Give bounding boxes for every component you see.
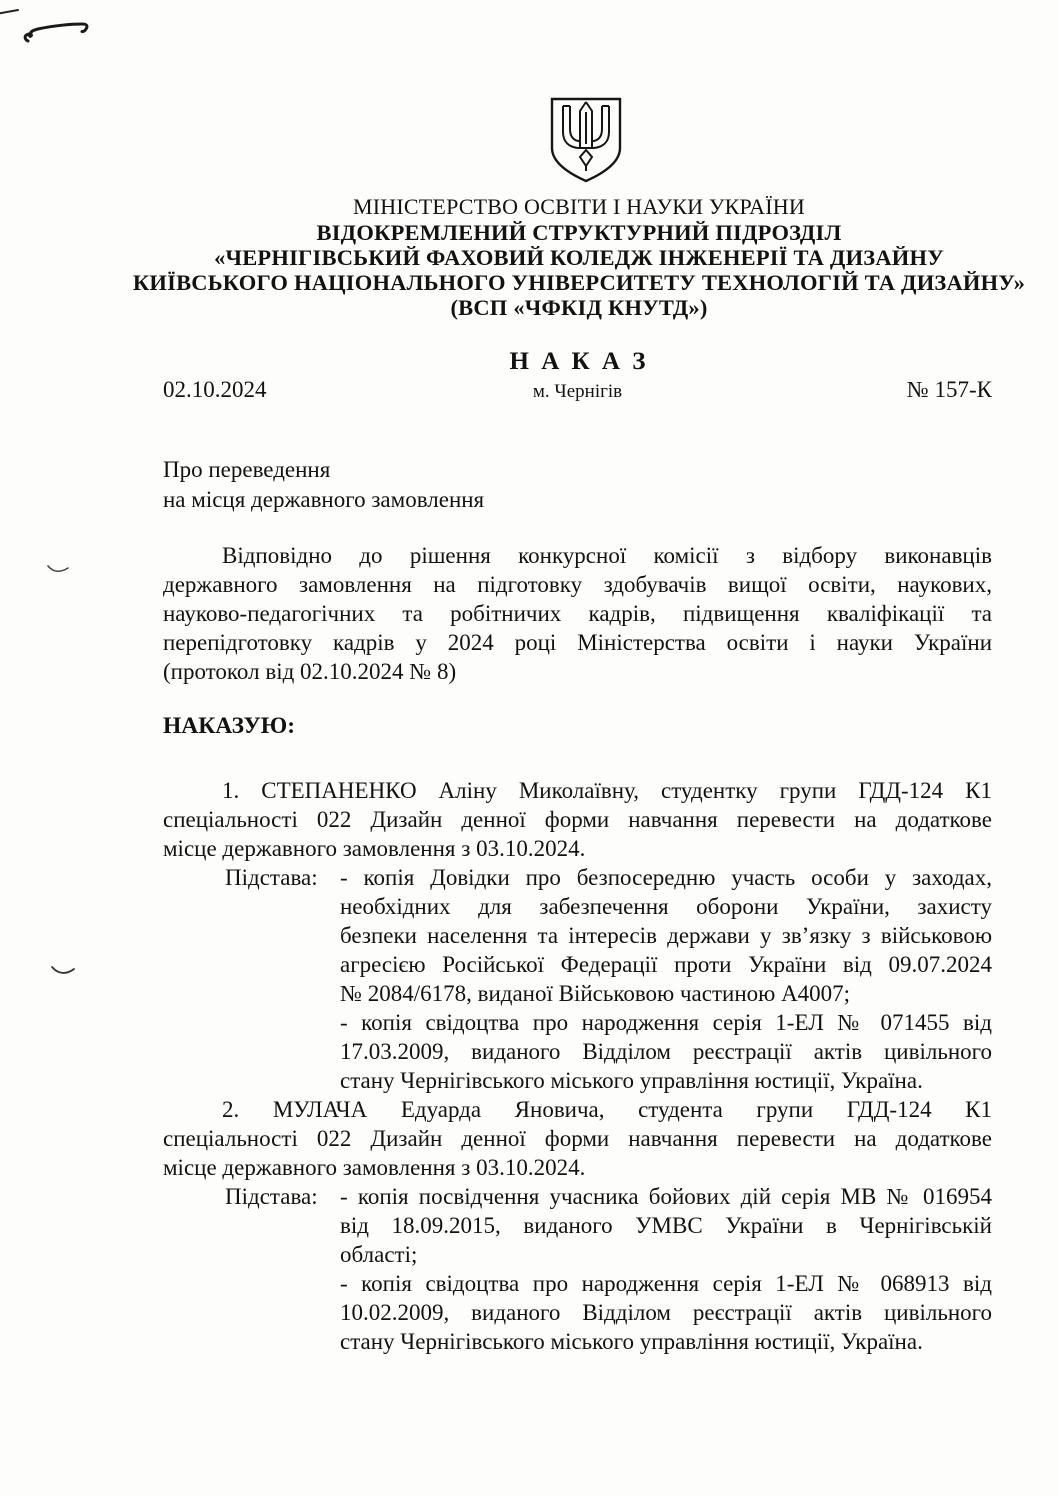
order-place: м. Чернігів: [532, 381, 623, 402]
basis-line: стану Чернігівського міського управління юстиції, Україна.: [340, 1329, 923, 1354]
college-name-line-1: «ЧЕРНІГІВСЬКИЙ ФАХОВИЙ КОЛЕДЖ ІНЖЕНЕРІЇ ТА ДИЗАЙНУ: [214, 245, 944, 270]
tryzub-emblem-icon: [548, 96, 624, 191]
basis-line: - копія Довідки про безпосередню участь особи у заходах,: [340, 865, 992, 890]
preamble-line: науково-педагогічних та робітничих кадрів, підвищення кваліфікації та: [163, 601, 992, 626]
basis-entry-2: [340, 1269, 992, 1356]
order-item-1: [163, 776, 992, 1095]
preamble-line: перепідготовку кадрів у 2024 році Міністерства освіти і науки України: [163, 630, 992, 655]
preamble-line: Відповідно до рішення конкурсної комісії з відбору виконавців: [222, 543, 992, 568]
item-text-line: 1. СТЕПАНЕНКО Аліну Миколаївну, студентку групи ГДД-124 К1: [222, 778, 992, 803]
basis-line: області;: [340, 1242, 418, 1267]
basis-entry-2: [340, 1008, 992, 1095]
basis-line: - копія свідоцтва про народження серія 1-ЕЛ № 068913 від: [340, 1271, 992, 1296]
org-header: [100, 194, 1058, 320]
org-abbreviation: (ВСП «ЧФКІД КНУТД»): [450, 295, 708, 320]
item-text-line: 2. МУЛАЧА Едуарда Яновича, студента групи ГДД-124 К1: [222, 1097, 992, 1122]
basis-line: необхідних для забезпечення оборони України, захисту: [340, 894, 992, 919]
college-name-line-2: КИЇВСЬКОГО НАЦІОНАЛЬНОГО УНІВЕРСИТЕТУ ТЕХНОЛОГІЙ ТА ДИЗАЙНУ»: [132, 270, 1026, 295]
org-type-line: ВІДОКРЕМЛЕНИЙ СТРУКТУРНИЙ ПІДРОЗДІЛ: [316, 220, 842, 245]
item-text-line: місце державного замовлення з 03.10.2024.: [163, 1155, 586, 1180]
order-items: [163, 776, 992, 1356]
ministry-name: МІНІСТЕРСТВО ОСВІТИ І НАУКИ УКРАЇНИ: [353, 194, 805, 219]
basis-line: безпеки населення та інтересів держави у зв’язку з військовою: [340, 923, 992, 948]
subject-line-2: на місця державного замовлення: [163, 487, 485, 512]
preamble-line: (протокол від 02.10.2024 № 8): [163, 659, 457, 684]
basis-label: Підстава:: [225, 1184, 318, 1209]
tick-mark-1: [46, 563, 70, 575]
pen-stroke-mark: [22, 22, 96, 48]
tick-mark-2: [50, 964, 76, 977]
basis-line: агресією Російської Федерації проти України від 09.07.2024: [340, 952, 992, 977]
basis-line: стану Чернігівського міського управління юстиції, Україна.: [340, 1068, 923, 1093]
order-meta-row: [163, 377, 992, 403]
basis-line: 10.02.2009, виданого Відділом реєстрації актів цивільного: [340, 1300, 992, 1325]
basis-label: Підстава:: [225, 865, 318, 890]
basis-line: 17.03.2009, виданого Відділом реєстрації актів цивільного: [340, 1039, 992, 1064]
basis-entry-1: [340, 863, 992, 1008]
basis-entry-1: [340, 1182, 992, 1269]
order-title: Н А К А З: [509, 348, 649, 375]
item-text-line: місце державного замовлення з 03.10.2024.: [163, 836, 586, 861]
order-date: 02.10.2024: [163, 377, 267, 402]
order-subject: [163, 455, 484, 515]
item-2-basis: [163, 1182, 992, 1356]
basis-line: - копія свідоцтва про народження серія 1-ЕЛ № 071455 від: [340, 1010, 992, 1035]
basis-line: від 18.09.2015, виданого УМВС України в Чернігівській: [340, 1213, 992, 1238]
subject-line-1: Про переведення: [163, 457, 331, 482]
item-text-line: спеціальності 022 Дизайн денної форми навчання перевести на додаткове: [163, 807, 992, 832]
item-text-line: спеціальності 022 Дизайн денної форми навчання перевести на додаткове: [163, 1126, 992, 1151]
preamble-line: державного замовлення на підготовку здобувачів вищої освіти, наукових,: [163, 572, 992, 597]
resolve-word: НАКАЗУЮ:: [163, 713, 296, 739]
order-item-2: [163, 1095, 992, 1356]
corner-scan-mark: [0, 6, 26, 20]
order-number: № 157-К: [906, 377, 992, 402]
basis-line: - копія посвідчення учасника бойових дій серія МВ № 016954: [340, 1184, 992, 1209]
item-1-basis: [163, 863, 992, 1095]
preamble-paragraph: [163, 541, 992, 686]
basis-line: № 2084/6178, виданої Військовою частиною А4007;: [340, 981, 851, 1006]
